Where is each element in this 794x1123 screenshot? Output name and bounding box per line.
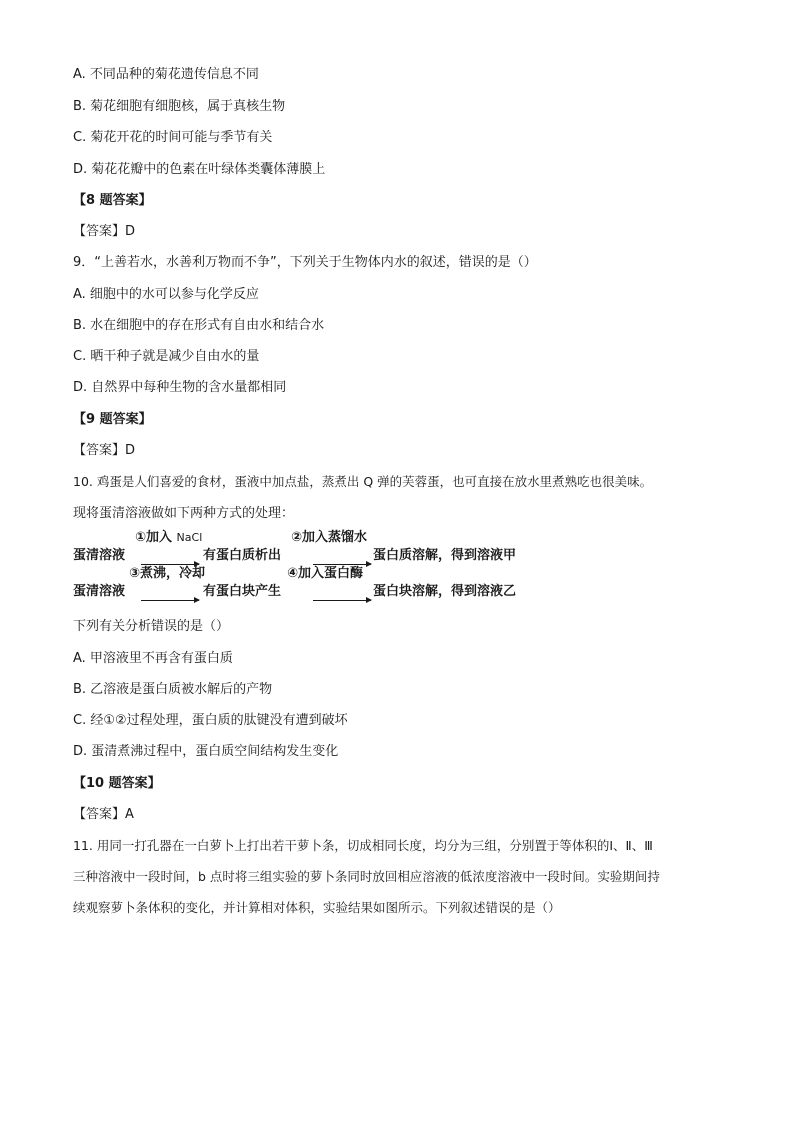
row1-arrow-2 [313, 564, 371, 565]
q10-process-diagram [73, 528, 593, 606]
row1-arrow-1 [141, 564, 199, 565]
q10-option-a: A. 甲溶液里不再含有蛋白质 [73, 651, 233, 666]
q10-question: 下列有关分析错误的是（） [73, 619, 230, 634]
q9-option-b: B. 水在细胞中的存在形式有自由水和结合水 [73, 318, 325, 333]
q10-answer: 【答案】A [73, 807, 134, 822]
row1-step1-label: ①加入 NaCl [135, 530, 203, 545]
q10-answer-header: 【10 题答案】 [73, 776, 161, 791]
q9-option-d: D. 自然界中每种生物的含水量都相同 [73, 380, 287, 395]
q10-stem-line2: 现将蛋清溶液做如下两种方式的处理： [73, 506, 295, 521]
q11-stem-line1: 11. 用同一打孔器在一白萝卜上打出若干萝卜条，切成相同长度，均分为三组，分别置于等体积的Ⅰ、Ⅱ、Ⅲ [73, 838, 653, 853]
row2-end: 蛋白块溶解，得到溶液乙 [373, 584, 517, 599]
row2-arrow-2 [313, 600, 371, 601]
q10-option-d: D. 蛋清煮沸过程中，蛋白质空间结构发生变化 [73, 744, 339, 759]
q11-stem-line2: 三种溶液中一段时间，b 点时将三组实验的萝卜条同时放回相应溶液的低浓度溶液中一段时间。实验期间持 [73, 869, 660, 884]
q8-option-d: D. 菊花花瓣中的色素在叶绿体类囊体薄膜上 [73, 162, 326, 177]
row2-step3-label: ③煮沸，冷却 [129, 566, 206, 581]
q9-option-c: C. 晒干种子就是减少自由水的量 [73, 349, 260, 364]
q10-option-c: C. 经①②过程处理，蛋白质的肽键没有遭到破坏 [73, 713, 348, 728]
q9-answer: 【答案】D [73, 443, 136, 458]
q8-option-a: A. 不同品种的菊花遗传信息不同 [73, 67, 259, 82]
q8-option-b: B. 菊花细胞有细胞核，属于真核生物 [73, 99, 286, 114]
q11-stem-line3: 续观察萝卜条体积的变化，并计算相对体积，实验结果如图所示。下列叙述错误的是（） [73, 900, 561, 915]
q10-option-b: B. 乙溶液是蛋白质被水解后的产物 [73, 682, 273, 697]
q9-answer-header: 【9 题答案】 [73, 412, 152, 427]
row2-step4-label: ④加入蛋白酶 [287, 566, 364, 581]
row1-start: 蛋清溶液 [73, 548, 126, 563]
q8-answer: 【答案】D [73, 224, 136, 239]
row2-start: 蛋清溶液 [73, 584, 126, 599]
row1-mid: 有蛋白质析出 [203, 548, 282, 563]
row2-mid: 有蛋白块产生 [203, 584, 282, 599]
q9-stem: 9．“上善若水，水善利万物而不争”，下列关于生物体内水的叙述，错误的是（） [73, 255, 537, 270]
q8-answer-header: 【8 题答案】 [73, 193, 152, 208]
row1-end: 蛋白质溶解，得到溶液甲 [373, 548, 517, 563]
q8-option-c: C. 菊花开花的时间可能与季节有关 [73, 130, 273, 145]
q10-stem-line1: 10. 鸡蛋是人们喜爱的食材，蛋液中加点盐，蒸煮出 Q 弹的芙蓉蛋，也可直接在放水里煮熟吃也很美味。 [73, 474, 653, 489]
row2-arrow-1 [141, 600, 199, 601]
row1-step2-label: ②加入蒸馏水 [291, 530, 368, 545]
q9-option-a: A. 细胞中的水可以参与化学反应 [73, 287, 259, 302]
